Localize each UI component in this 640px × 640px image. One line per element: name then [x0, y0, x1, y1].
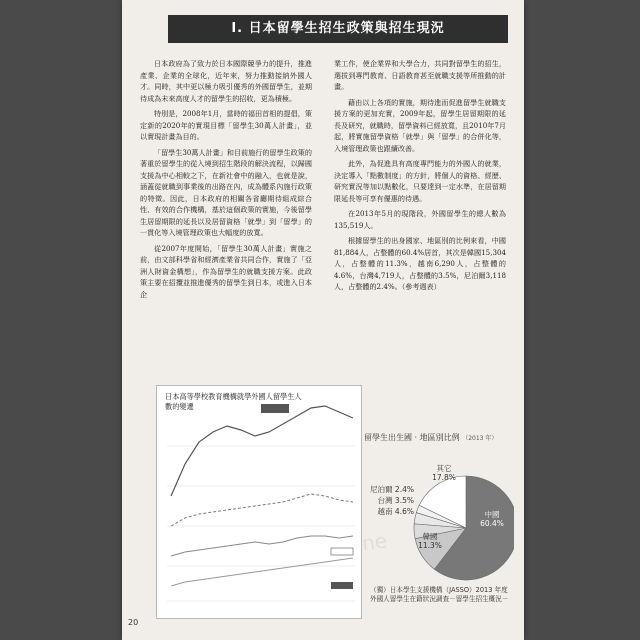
paragraph: 此外，為促進具有高度專門能力的外國人的就業，決定導入「點數制度」的方針，將個人的資格、經歷、研究實況等加以點數化，只要達到一定水準，在居留期限延長等可享有優惠的待遇。 — [334, 159, 506, 203]
paragraph: 在2013年5月的現階段，外國留學生的總人數為135,519人。 — [334, 209, 506, 230]
section-banner: Ⅰ. 日本留學生招生政策與招生現況 — [168, 15, 508, 43]
pie-chart-figure — [354, 432, 514, 624]
series-line-total — [171, 406, 353, 496]
paragraph: 日本政府為了致力於日本國際競爭力的提升，推進產業、企業的全球化，近年來，努力推動接納外國人才。同時，其中更以極力吸引優秀的外國留學生，並期待成為未來高度人才的留學生的招收，更為積極。 — [140, 59, 312, 103]
paragraph: 特別是，2008年1月，當時的福田首相的提倡，策定新的2020年的實現目標「留學生30萬人計畫」，並以實現計畫為目的。 — [140, 109, 312, 141]
series-line-4 — [171, 558, 353, 586]
series-line-3 — [171, 536, 353, 556]
pie-title-year: （2013 年） — [462, 435, 498, 442]
pie-label-nepal: 尼泊爾 2.4% — [370, 485, 414, 494]
series-tag — [331, 548, 353, 555]
pie-label-china: 中國 60.4% — [480, 510, 504, 528]
pie-label-other: 其它 17.8% — [432, 464, 456, 482]
paragraph: 業工作，使企業界和大學合力，共同對留學生的招生，選拔到專門教育、日語教育甚至就職支援等所推動的計畫。 — [334, 59, 506, 91]
paragraph: 藉由以上各項的實施，期待進而促進留學生就職支援方案的更加充實，2009年起，留學生居留期限的延長及研究，就職時，留學資料已經放寬，且2010年7月起，將實施留學資格「就學」與「留學」的合併化等，入境管理政策也跟續改善。 — [334, 97, 506, 153]
article-column-right — [334, 58, 506, 350]
pie-chart-source: （獨）日本學生支援機構（JASSO）2013 年度外國人留學生在籍狀況調查－留學生招生概況－ — [370, 586, 509, 603]
pie-chart-title — [364, 432, 514, 443]
line-chart-figure — [156, 385, 362, 619]
series-tag — [331, 582, 353, 589]
watermark: ne — [360, 528, 389, 556]
book-page — [122, 0, 524, 640]
pie-label-korea: 韓國 11.3% — [418, 532, 442, 550]
paragraph: 根據留學生的出身國家、地區別的比例來看，中國81,884人，占整體的60.4%居首，其次是韓國15,304人，占整體的11.3%，越南6,290人，占整體的4.6%，台灣4,719人，占整體的3.5%，尼泊爾3,118人，占整體的2.4%。（參考週表） — [334, 236, 506, 291]
pie-label-taiwan: 台灣 3.5% — [377, 496, 414, 505]
paragraph: 從2007年度開始，「留學生30萬人計畫」實施之前，由文部科學省和經濟產業省共同合作，實施了「亞洲人財資金構想」，作為留學生的就職支援方案。此政策主要在招攬並推進優秀的留學生到日本，或進入日本企 — [140, 243, 312, 299]
line-chart-plot — [157, 386, 361, 618]
legend-swatch — [261, 404, 289, 413]
page-number: 20 — [128, 618, 139, 627]
pie-label-vietnam: 越南 4.6% — [377, 507, 414, 516]
paragraph: 「留學生30萬人計畫」和目前施行的留學生政策的著重於留學生的從入境到招生階段的解決流程，以歸國支援為中心相較之下，在新社會中的融入，也就是說，涵蓋從就職到事業後的出路在內，成為體系內施行政策的特徵。因此，日本政府的相關各省廳期待組成綜合性、有效的合作機構，基於這個政策的實施，今後留學生居留期限的延長以及居留資格「就學」到「留學」的一貫化等入境管理政策也大幅度的放寬。 — [140, 147, 312, 237]
series-line-2 — [171, 494, 353, 526]
line-chart-title: 日本高等學校教育機構就學外國人留學生人數的變遷 — [165, 392, 302, 411]
article-column-left — [140, 58, 312, 350]
pie-title-text: 留學生出生國 · 地區別比例 — [364, 433, 460, 442]
